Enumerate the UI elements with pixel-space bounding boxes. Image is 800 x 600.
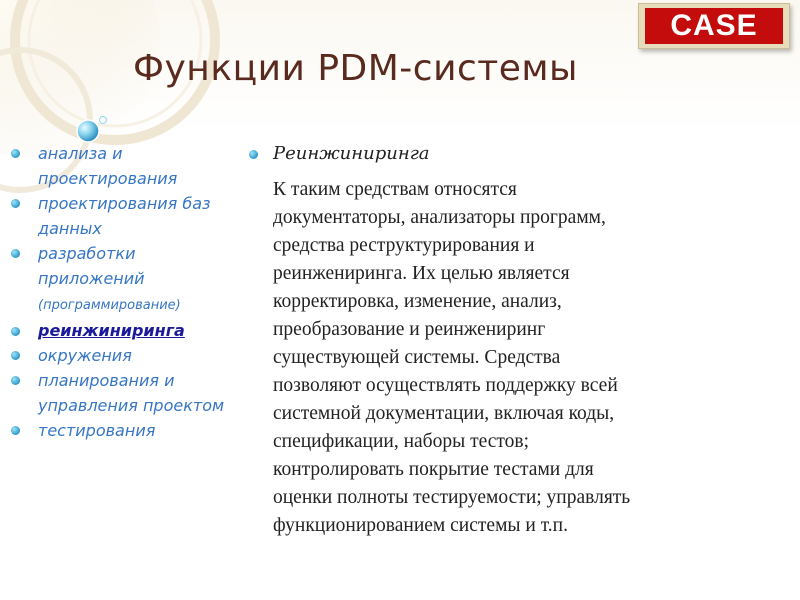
list-item-environment[interactable] [8, 343, 238, 368]
list-item-label: разработки приложений [38, 244, 145, 288]
bullet-icon [249, 150, 258, 159]
bubble-large [77, 120, 99, 142]
list-item-label: анализа и проектирования [38, 144, 178, 188]
list-item-reengineering[interactable] [8, 318, 238, 343]
list-item-label: реинжиниринга [38, 321, 185, 340]
list-item-analysis[interactable] [8, 141, 238, 191]
list-item-label: окружения [38, 346, 132, 365]
content-panel [247, 140, 757, 540]
case-badge-label: CASE [645, 8, 783, 44]
list-item-label: тестирования [38, 421, 156, 440]
bullet-icon [11, 249, 20, 258]
bullet-icon [11, 351, 20, 360]
list-item-testing[interactable] [8, 418, 238, 443]
content-heading-label: Реинжиниринга [273, 143, 430, 164]
list-item-label: планирования и управления проектом [38, 371, 225, 415]
slide-title: Функции PDM-системы [133, 48, 578, 89]
bullet-icon [11, 327, 20, 336]
list-item-project-management[interactable] [8, 368, 238, 418]
bullet-icon [11, 376, 20, 385]
case-badge [638, 3, 790, 49]
content-heading [247, 140, 757, 168]
list-item-note: (программирование) [38, 298, 181, 313]
bubble-small [100, 117, 107, 124]
list-item-label: проектирования баз данных [38, 194, 211, 238]
content-body: К таким средствам относятся документаторы, анализаторы программ, средства реструктурирования и реинжениринга. Их целью является корректировка, изменение, анализ, преобразование и реинжениринг существующей системы. Средства позволяют осуществлять поддержку всей системной документации, включая коды, спецификации, наборы тестов; контролировать покрытие тестами для оценки полноты тестируемости; управлять функционированием системы и т.п. [273, 179, 631, 536]
functions-list [8, 141, 238, 443]
bullet-icon [11, 426, 20, 435]
bullet-icon [11, 199, 20, 208]
list-item-app-dev[interactable] [8, 241, 238, 318]
bullet-icon [11, 149, 20, 158]
list-item-db-design[interactable] [8, 191, 238, 241]
